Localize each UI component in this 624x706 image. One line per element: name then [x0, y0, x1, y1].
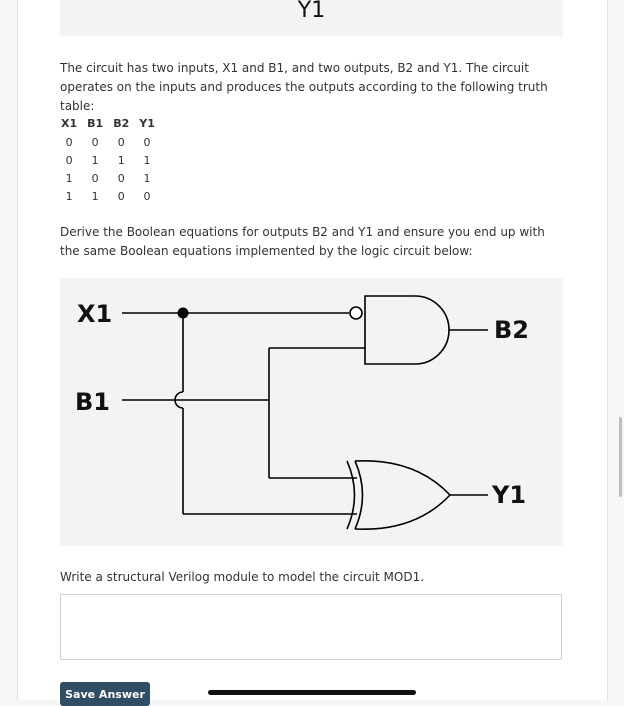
cell: 0 [65, 135, 73, 149]
truth-table-row [56, 169, 160, 187]
label-b1: B1 [75, 388, 110, 416]
cell: 1 [91, 189, 99, 203]
home-indicator [208, 690, 416, 695]
label-b2: B2 [494, 316, 529, 344]
cell: 1 [91, 153, 99, 167]
truth-table-row [56, 187, 160, 205]
header-b1: B1 [87, 117, 104, 130]
and-gate [365, 296, 449, 364]
truth-table-row [56, 133, 160, 151]
xor-gate [355, 461, 450, 529]
junction-dot [178, 308, 189, 319]
verilog-prompt: Write a structural Verilog module to model the circuit MOD1. [60, 570, 425, 584]
cell: 0 [65, 153, 73, 167]
cell: 0 [117, 171, 125, 185]
header-x1: X1 [61, 117, 78, 130]
cell: 0 [91, 171, 99, 185]
cell: 0 [143, 189, 151, 203]
truth-table-row [56, 151, 160, 169]
figure-output-label: Y1 [297, 0, 326, 23]
header-y1: Y1 [139, 117, 155, 130]
intro-paragraph: The circuit has two inputs, X1 and B1, and two outputs, B2 and Y1. The circuit operates on the inputs and produces the outputs according to the following truth table: [60, 61, 548, 113]
truth-table [56, 114, 160, 205]
inverter-bubble [350, 307, 362, 319]
truth-table-header [56, 114, 160, 133]
circuit-svg [60, 278, 563, 546]
derive-paragraph: Derive the Boolean equations for outputs B2 and Y1 and ensure you end up with the same Boolean equations implemented by the logic circuit below: [60, 225, 545, 258]
xor-input-arc [347, 461, 355, 529]
answer-input[interactable] [60, 594, 562, 660]
logic-circuit-diagram [60, 278, 563, 546]
cell: 1 [117, 153, 125, 167]
cell: 1 [143, 153, 151, 167]
label-y1: Y1 [492, 481, 527, 509]
cell: 0 [117, 189, 125, 203]
scrollbar[interactable] [619, 417, 622, 497]
cell: 1 [65, 171, 73, 185]
xor-back-arc [355, 461, 363, 529]
save-answer-button[interactable]: Save Answer [60, 682, 150, 706]
cell: 0 [91, 135, 99, 149]
cell: 1 [65, 189, 73, 203]
cell: 0 [117, 135, 125, 149]
label-x1: X1 [77, 300, 113, 328]
cell: 1 [143, 171, 151, 185]
previous-figure-fragment [60, 0, 563, 36]
cell: 0 [143, 135, 151, 149]
header-b2: B2 [113, 117, 130, 130]
